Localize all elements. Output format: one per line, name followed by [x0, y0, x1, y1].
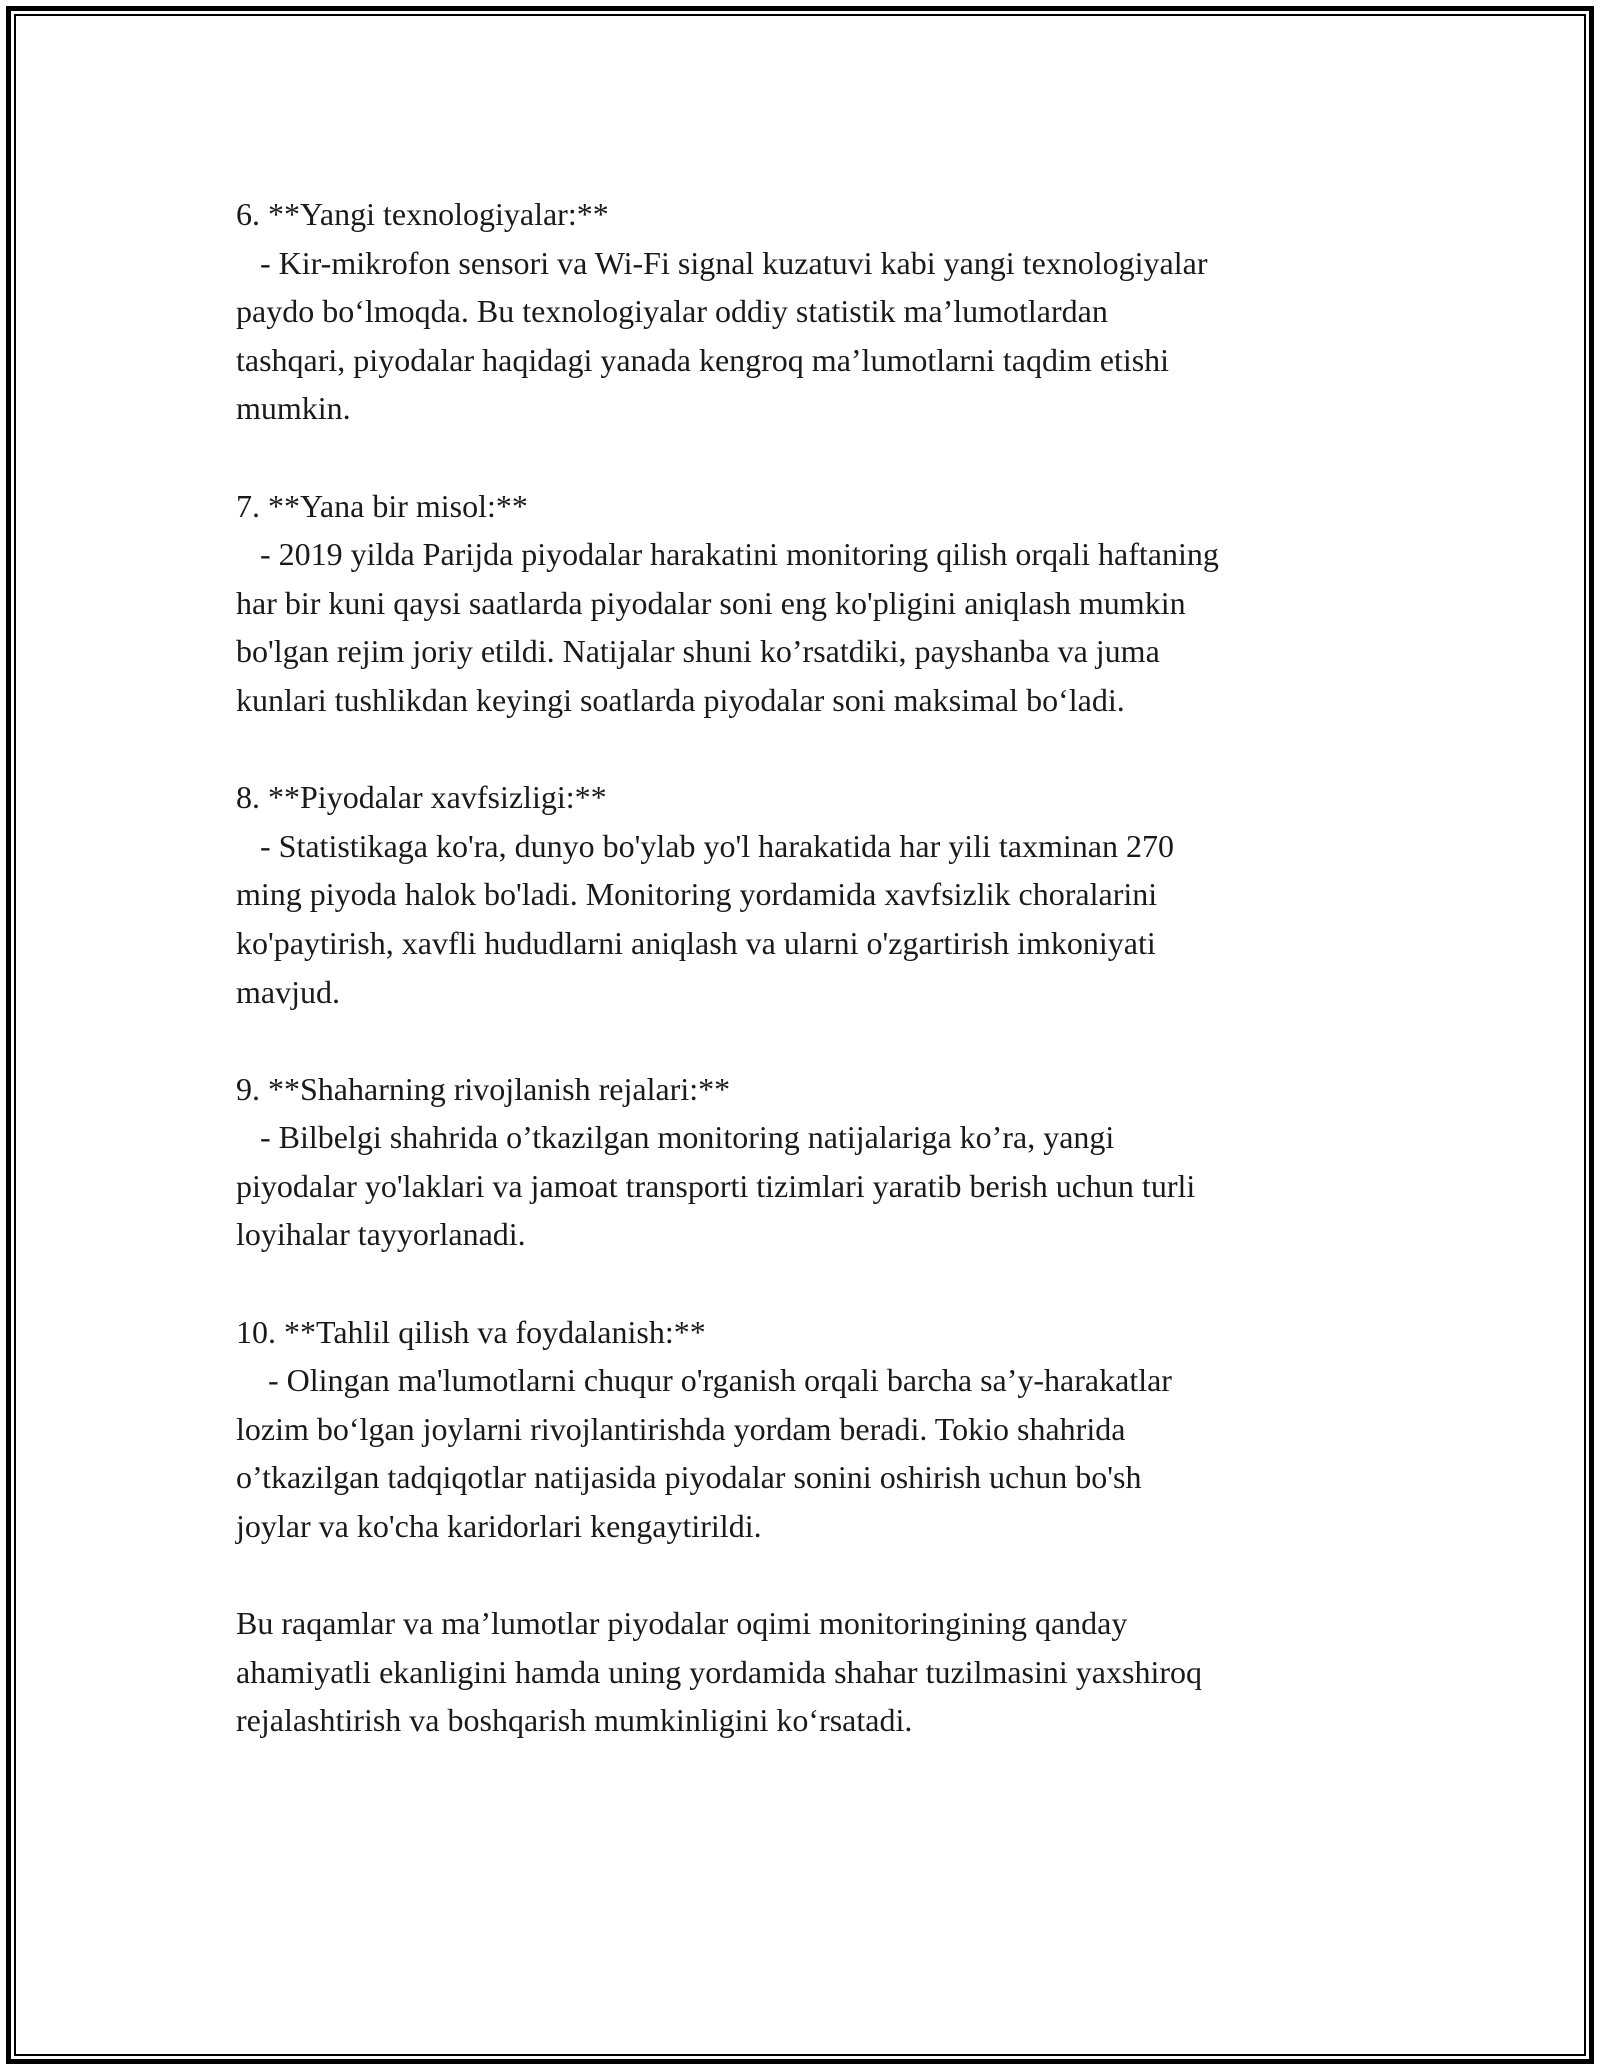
text-line: ahamiyatli ekanligini hamda uning yordamida shahar tuzilmasini yaxshiroq [236, 1653, 1202, 1690]
section-7-another-example [236, 482, 1386, 725]
section-8-pedestrian-safety [236, 773, 1386, 1016]
text-line: o’tkazilgan tadqiqotlar natijasida piyodalar sonini oshirish uchun bo'sh [236, 1459, 1142, 1496]
text-line: tashqari, piyodalar haqidagi yanada kengroq ma’lumotlarni taqdim etishi [236, 341, 1170, 378]
text-line: bo'lgan rejim joriy etildi. Natijalar shuni ko’rsatdiki, payshanba va juma [236, 633, 1160, 670]
text-line: loyihalar tayyorlanadi. [236, 1216, 526, 1253]
text-line: ko'paytirish, xavfli hududlarni aniqlash va ularni o'zgartirish imkoniyati [236, 924, 1156, 961]
text-line: har bir kuni qaysi saatlarda piyodalar soni eng ko'pligini aniqlash mumkin [236, 584, 1186, 621]
text-line: mavjud. [236, 973, 340, 1010]
text-line: piyodalar yo'laklari va jamoat transporti tizimlari yaratib berish uchun turli [236, 1167, 1196, 1204]
section-heading: 7. **Yana bir misol:** [236, 487, 528, 524]
text-line: - Kir-mikrofon sensori va Wi-Fi signal kuzatuvi kabi yangi texnologiyalar [236, 244, 1208, 281]
section-heading: 6. **Yangi texnologiyalar:** [236, 196, 609, 232]
section-10-analysis-and-use [236, 1308, 1386, 1551]
text-line: rejalashtirish va boshqarish mumkinligini ko‘rsatadi. [236, 1702, 913, 1739]
document-body [236, 190, 1386, 1794]
text-line: - Olingan ma'lumotlarni chuqur o'rganish orqali barcha sa’y-harakatlar [236, 1362, 1172, 1399]
text-line: paydo bo‘lmoqda. Bu texnologiyalar oddiy statistik ma’lumotlardan [236, 293, 1108, 330]
text-line: - 2019 yilda Parijda piyodalar harakatini monitoring qilish orqali haftaning [236, 536, 1219, 573]
text-line: lozim bo‘lgan joylarni rivojlantirishda yordam beradi. Tokio shahrida [236, 1410, 1126, 1447]
text-line: ming piyoda halok bo'ladi. Monitoring yordamida xavfsizlik choralarini [236, 876, 1158, 913]
text-line: Bu raqamlar va ma’lumotlar piyodalar oqimi monitoringining qanday [236, 1605, 1128, 1642]
text-line: mumkin. [236, 390, 351, 427]
text-line: - Statistikaga ko'ra, dunyo bo'ylab yo'l harakatida har yili taxminan 270 [236, 827, 1174, 864]
section-heading: 8. **Piyodalar xavfsizligi:** [236, 779, 607, 816]
section-heading: 9. **Shaharning rivojlanish rejalari:** [236, 1070, 731, 1107]
text-line: kunlari tushlikdan keyingi soatlarda piyodalar soni maksimal bo‘ladi. [236, 681, 1125, 718]
section-9-city-development-plans [236, 1065, 1386, 1259]
conclusion-paragraph [236, 1599, 1386, 1745]
text-line: joylar va ko'cha karidorlari kengaytirildi. [236, 1508, 762, 1545]
text-line: - Bilbelgi shahrida o’tkazilgan monitoring natijalariga ko’ra, yangi [236, 1119, 1115, 1156]
section-heading: 10. **Tahlil qilish va foydalanish:** [236, 1313, 706, 1350]
section-6-new-technologies [236, 190, 1386, 433]
